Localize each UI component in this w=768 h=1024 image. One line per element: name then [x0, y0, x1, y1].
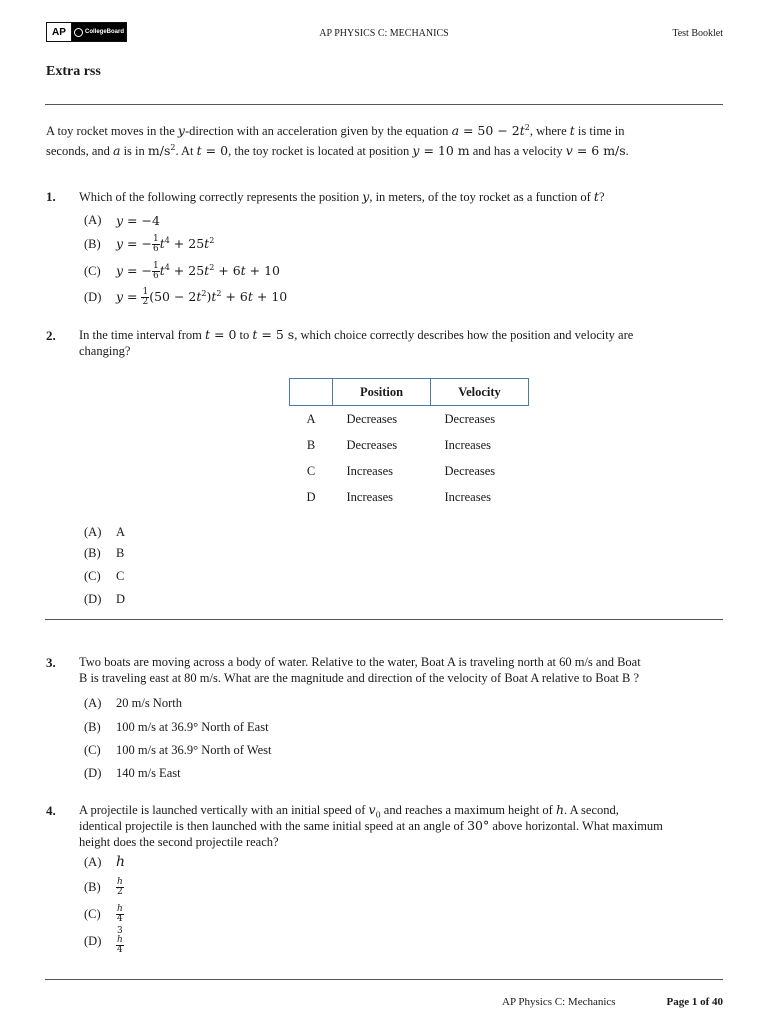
table-cell: Increases: [346, 463, 393, 478]
answer-option[interactable]: (B) 100 m/s at 36.9° North of East: [84, 719, 269, 734]
footer-subject: AP Physics C: Mechanics: [502, 996, 616, 1008]
table-cell: Decreases: [444, 411, 496, 426]
question-number: 4.: [46, 803, 56, 818]
table-header-cell: Velocity: [431, 379, 529, 406]
section-title: Extra rss: [46, 64, 101, 79]
table-row: [290, 458, 529, 484]
table-cell: Increases: [346, 489, 393, 504]
ap-logo-text: AP: [47, 23, 72, 41]
collegeboard-logo-text: CollegeBoard: [84, 29, 124, 35]
header-subject: AP PHYSICS C: MECHANICS: [319, 28, 449, 39]
stem-line-2: seconds, and a is in $m/s^2$. At t = 0, the toy rocket is located at position y = 10 m and has a velocity v = 6 m/s.: [46, 142, 629, 158]
answer-option[interactable]: (A) h: [84, 854, 126, 870]
question-text: A projectile is launched vertically with an initial speed of $v_0$ and reaches a maximum height of h. A second, identical projectile is then launched with the same initial speed at an angle of 30° above horizontal. What maximum height does the second projectile reach?: [79, 802, 663, 849]
divider: [45, 979, 723, 980]
table-cell: Decreases: [346, 411, 398, 426]
table-cell: Increases: [444, 437, 491, 452]
table-header-cell: Position: [333, 379, 431, 406]
question-text: Which of the following correctly represents the position y, in meters, of the toy rocket as a function of t?: [79, 189, 605, 204]
table-row: [290, 406, 529, 433]
answer-option[interactable]: (D) y = $\frac{1}{2}$ $(50 - 2t^2)t^2 + 6t + 10$: [84, 286, 288, 307]
table-cell: C: [306, 463, 316, 478]
divider: [45, 104, 723, 105]
table-cell: Increases: [444, 489, 491, 504]
answer-option[interactable]: (D) 3 h 4: [84, 926, 123, 955]
table-cell: D: [306, 489, 316, 504]
table-row: [290, 432, 529, 458]
table-cell: B: [306, 437, 316, 452]
answer-option[interactable]: (C) $\frac{h}{4}$: [84, 903, 123, 924]
table-cell: Decreases: [444, 463, 496, 478]
answer-option[interactable]: (C) 100 m/s at 36.9° North of West: [84, 742, 272, 757]
answer-option[interactable]: (B) y = − $\frac{1}{6}$ $t^4 + 25t^2$: [84, 233, 215, 254]
divider: [45, 619, 723, 620]
question-text: In the time interval from t = 0 to t = 5 s, which choice correctly describes how the position and velocity are changing?: [79, 327, 634, 358]
question-text: Two boats are moving across a body of water. Relative to the water, Boat A is traveling north at 60 m/s and Boat B is traveling east at 80 m/s. What are the magnitude and direction of the velocity of Boat A relative to Boat B ?: [79, 655, 641, 685]
answer-option[interactable]: (D) 140 m/s East: [84, 765, 181, 780]
answer-option[interactable]: (B) $\frac{h}{2}$: [84, 876, 123, 897]
page-number: Page 1 of 40: [666, 996, 723, 1008]
table-header-cell: [290, 379, 333, 406]
table-row: [290, 484, 529, 510]
answer-option[interactable]: (B) B: [84, 545, 125, 560]
stem-line-1: A toy rocket moves in the y-direction with an acceleration given by the equation $a = 50 - 2t^2$, where t is time in: [46, 122, 625, 138]
answer-option[interactable]: (C) C: [84, 568, 125, 583]
answer-option[interactable]: (D) D: [84, 591, 126, 606]
table-cell: A: [306, 411, 316, 426]
table-header-row: [290, 379, 529, 406]
table-cell: Decreases: [346, 437, 398, 452]
answer-option[interactable]: (A) y = −4: [84, 212, 160, 228]
question-number: 3.: [46, 655, 56, 670]
question-number: 1.: [46, 189, 56, 204]
answer-option[interactable]: (C) y = − $\frac{1}{6}$ $t^4 + 25t^2 + 6t + 10$: [84, 260, 281, 281]
position-velocity-table: [289, 378, 529, 510]
answer-option[interactable]: (A) 20 m/s North: [84, 695, 182, 710]
question-number: 2.: [46, 328, 56, 343]
answer-option[interactable]: (A) A: [84, 524, 126, 539]
header-booklet-label: Test Booklet: [672, 28, 723, 39]
question-stem: [46, 121, 726, 161]
